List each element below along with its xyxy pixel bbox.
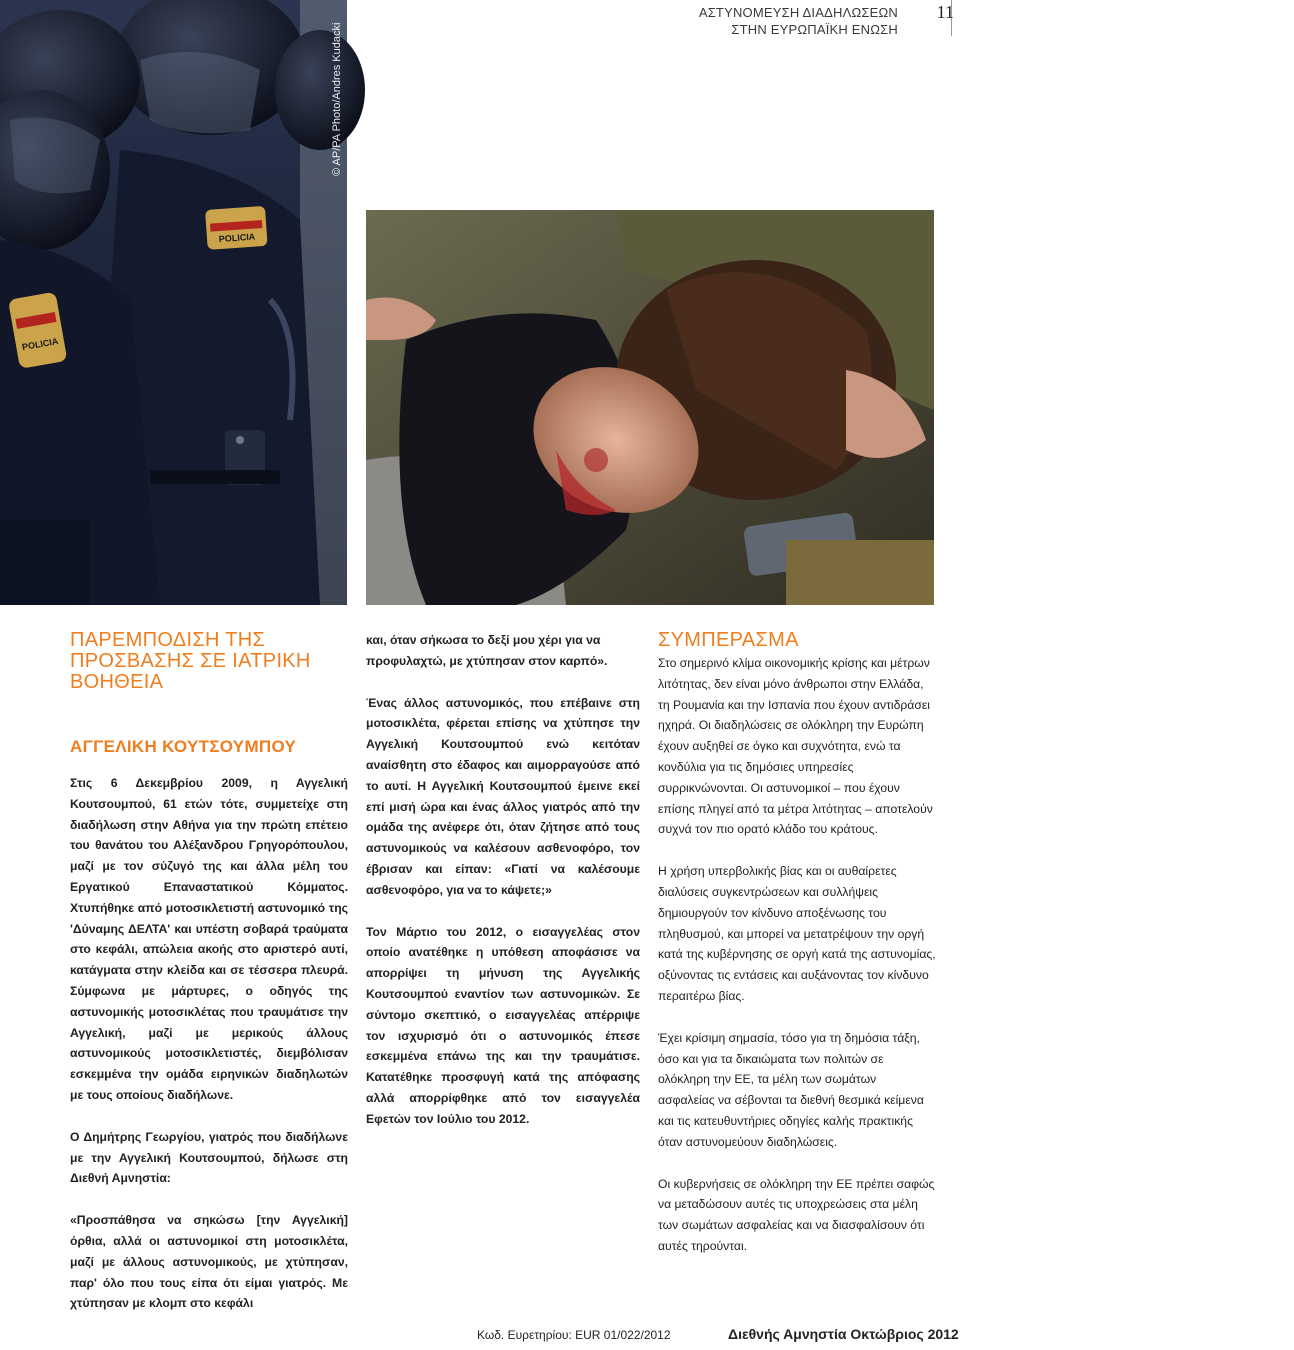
left-photo-credit: © AP/PA Photo/Andres Kudacki	[331, 22, 343, 176]
right-photo-credit: © Private	[1282, 432, 1294, 478]
running-header	[699, 4, 898, 38]
footer-index-reference: Κωδ. Ευρετηρίου: EUR 01/022/2012	[477, 1328, 671, 1342]
conclusion-paragraph-3: Έχει κρίσιμη σημασία, τόσο για τη δημόσια τάξη, όσο και για τα δικαιώματα των πολιτών σε ολόκληρη την ΕΕ, τα μέλη των σωμάτων ασφαλείας να σέβονται τα διεθνή θεσμικά κείμενα και τις κατευθυντήριες οδηγίες καλής πρακτικής όταν αστυνομεύουν διαδηλώσεις.	[658, 1030, 924, 1149]
case-paragraph-2: Ο Δημήτρης Γεωργίου, γιατρός που διαδήλωνε με την Αγγελική Κουτσουμπού, δήλωσε στη Διεθνή Αμνηστία:	[70, 1129, 348, 1186]
footer-publication-title: Διεθνής Αμνηστία Οκτώβριος 2012	[728, 1326, 959, 1342]
injured-protester-illustration	[366, 210, 934, 605]
testimony-quote-continued: και, όταν σήκωσα το δεξί μου χέρι για να προφυλαχτώ, με χτύπησαν στον καρπό».	[366, 633, 608, 668]
running-header-line1: ΑΣΤΥΝΟΜΕΥΣΗ ΔΙΑΔΗΛΩΣΕΩΝ	[698, 5, 898, 20]
riot-police-photo	[0, 0, 347, 605]
svg-text:POLICIA: POLICIA	[218, 231, 256, 245]
conclusion-paragraph-2: Η χρήση υπερβολικής βίας και οι αυθαίρετες διαλύσεις συγκεντρώσεων και συλλήψεις δημιουργούν τον κίνδυνο αποξένωσης του πληθυσμού, και μπορεί να μετατρέψουν την οργή κατά της κυβέρνησης σε οργή κατά της αστυνομίας, οξύνοντας τις εντάσεις και αυξάνοντας τον κίνδυνο περαιτέρω βίας.	[658, 864, 936, 1003]
column-right	[658, 630, 936, 1257]
page-number: 11	[936, 2, 954, 22]
testimony-quote: «Προσπάθησα να σηκώσω [την Αγγελική] όρθια, αλλά οι αστυνομικοί στη μοτοσικλέτα, μαζί με άλλους αστυνομικούς, με χτύπησαν, παρ' όλο που τους είπα ότι είμαι γιατρός. Με χτύπησαν με κλομπ στο κεφάλι	[70, 1213, 348, 1311]
case-paragraph-3: Ένας άλλος αστυνομικός, που επέβαινε στη μοτοσικλέτα, φέρεται επίσης να χτύπησε την Αγγελική Κουτσουμπού ενώ κειτόταν αναίσθητη στο έδαφος και αιμορραγούσε από το αυτί. Η Αγγελική Κουτσουμπού έμεινε εκεί επί μισή ώρα και ένας άλλος γιατρός από την ομάδα της ανέφερε ότι, όταν ζήτησε από τους αστυνομικούς να καλέσουν ασθενοφόρο, τον έβρισαν και είπαν: «Γιατί να καλέσουμε ασθενοφόρο, για να το κάψετε;»	[366, 695, 640, 897]
svg-text:POLICIA: POLICIA	[21, 335, 59, 353]
injured-protester-photo	[366, 210, 1294, 605]
conclusion-paragraph-1: Στο σημερινό κλίμα οικονομικής κρίσης και μέτρων λιτότητας, δεν είναι μόνο άνθρωποι στην Ελλάδα, τη Ρουμανία και την Ισπανία που έχουν αντιδράσει ηχηρά. Οι διαδηλώσεις σε ολόκληρη την Ευρώπη έχουν αυξηθεί σε όγκο και συχνότητα, ενώ τα κονδύλια για τις δημόσιες υπηρεσίες συρρικνώνονται. Οι αστυνομικοί – που έχουν επίσης πληγεί από τα μέτρα λιτότητας – αποτελούν συχνά τον πιο ορατό κλάδο του κράτους.	[658, 656, 933, 837]
case-paragraph-1: Στις 6 Δεκεμβρίου 2009, η Αγγελική Κουτσουμπού, 61 ετών τότε, συμμετείχε στη διαδήλωση στην Αθήνα για την πρώτη επέτειο του θανάτου του Αλέξανδρου Γρηγορόπουλου, μαζί με τον σύζυγό της και άλλα μέλη του Εργατικού Επαναστατικού Κόμματος. Χτυπήθηκε από μοτοσικλετιστή αστυνομικό της 'Δύναμης ΔΕΛΤΑ' και υπέστη σοβαρά τραύματα στο κεφάλι, απώλεια ακοής στο αριστερό αυτί, κατάγματα στην κλείδα και σε τέσσερα πλευρά. Σύμφωνα με μάρτυρες, ο οδηγός της αστυνομικής μοτοσικλέτας που τραυμάτισε την Αγγελική, μαζί με μερικούς άλλους αστυνομικούς μοτοσικλετιστές, διεμβόλισαν εσκεμμένα την ομάδα ειρηνικών διαδηλωτών με τους οποίους διαδήλωνε.	[70, 776, 348, 1102]
running-header-line2: ΣΤΗΝ ΕΥΡΩΠΑΪΚΗ ΕΝΩΣΗ	[731, 22, 898, 37]
conclusion-paragraph-4: Οι κυβερνήσεις σε ολόκληρη την ΕΕ πρέπει σαφώς να μεταδώσουν αυτές τις υποχρεώσεις στα μέλη των σωμάτων ασφαλείας και να διασφαλίσουν ότι αυτές τηρούνται.	[658, 1176, 935, 1253]
person-name-heading: ΑΓΓΕΛΙΚΗ ΚΟΥΤΣΟΥΜΠΟΥ	[70, 737, 297, 756]
section-title: ΠΑΡΕΜΠΟΔΙΣΗ ΤΗΣ ΠΡΟΣΒΑΣΗΣ ΣΕ ΙΑΤΡΙΚΗ ΒΟΗΘΕΙΑ	[70, 629, 311, 693]
riot-police-illustration	[0, 0, 347, 605]
column-middle	[366, 630, 640, 1130]
column-left	[70, 630, 348, 1314]
case-paragraph-4: Τον Μάρτιο του 2012, ο εισαγγελέας στον οποίο ανατέθηκε η υπόθεση αποφάσισε να απορρίψει τη μήνυση της Αγγελικής Κουτσουμπού εναντίον των αστυνομικών. Σε σύντομο σκεπτικό, ο εισαγγελέας απέρριψε τον ισχυρισμό ότι ο αστυνομικός έπεσε εσκεμμένα επάνω της και την τραυμάτισε. Κατατέθηκε προσφυγή κατά της απόφασης αλλά απορρίφθηκε από τον εισαγγελέα Εφετών τον Ιούλιο του 2012.	[366, 924, 640, 1126]
conclusion-title: ΣΥΜΠΕΡΑΣΜΑ	[658, 629, 799, 651]
